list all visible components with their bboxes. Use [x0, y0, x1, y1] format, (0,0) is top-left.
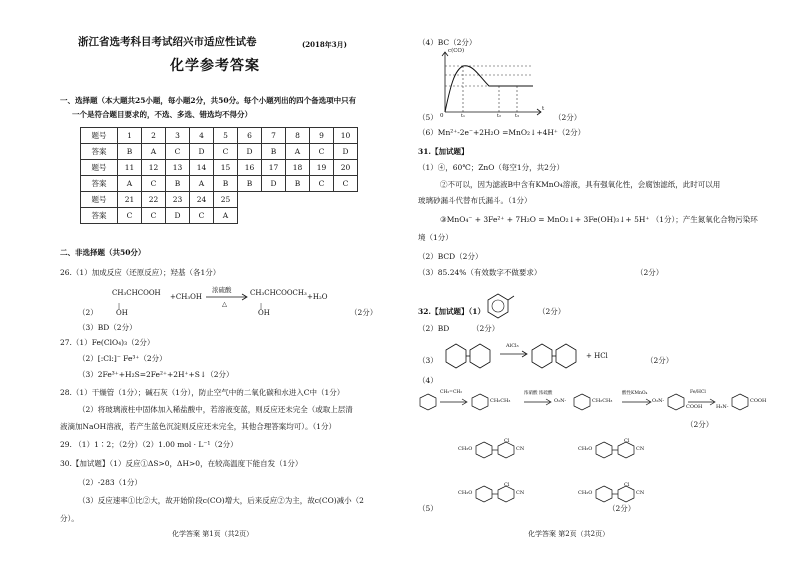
answer-cell: D	[334, 144, 358, 160]
question-number-cell: 11	[118, 160, 142, 176]
q32-2-score: （2分）	[472, 324, 500, 333]
q32-4: （4）	[418, 376, 438, 385]
q31-4: （2）BCD（2分）	[418, 252, 483, 261]
graph-ylabel: c(CO)	[448, 48, 465, 54]
question-number-cell: 22	[142, 192, 166, 208]
q32-5-label-c1: CH₃O	[458, 490, 473, 496]
answer-cell: A	[286, 144, 310, 160]
answer-cell: C	[166, 144, 190, 160]
q30-5-graph	[433, 48, 543, 118]
q32-5-score: （2分）	[608, 504, 636, 513]
q32-5-label-b2: CN	[636, 446, 645, 452]
q32-4-score: （2分）	[686, 420, 714, 429]
q27-2: （2）[:Cl:]⁻ Fe³⁺（2分）	[78, 354, 167, 363]
q32-4-step-10: H₂N-	[716, 404, 729, 410]
question-number-row-label: 题号	[81, 128, 118, 144]
q32-4-step-9: Fe/HCl	[690, 390, 706, 395]
left-footer: 化学答案 第1页（共2页）	[172, 530, 254, 538]
q32-3-score: （2分）	[646, 356, 674, 365]
q28-1: 28.（1）干燥管（1分）；碱石灰（1分），防止空气中的二氧化碳和水进入C中（1分）	[60, 388, 345, 397]
q31-1: （1）④，60℃；ZnO（每空1分，共2分）	[418, 163, 564, 172]
answer-cell: C	[310, 176, 334, 192]
left-page	[60, 0, 395, 561]
graph-tick-3: t₃	[515, 113, 520, 119]
q30-2: （2）-283（1分）	[78, 478, 142, 487]
q26-product-oh-bond: |	[260, 303, 263, 310]
answer-cell: C	[118, 208, 142, 224]
answer-row-label: 答案	[81, 144, 118, 160]
answer-cell: C	[142, 208, 166, 224]
question-number-cell: 5	[214, 128, 238, 144]
q32-heading: 32.【加试题】（1）	[418, 307, 486, 316]
question-number-row-label: 题号	[81, 160, 118, 176]
question-number-cell: 24	[190, 192, 214, 208]
q32-5-label-d2: CN	[636, 490, 645, 496]
q31-2b: 玻璃砂漏斗代替布氏漏斗。（1分）	[418, 196, 532, 205]
question-number-cell: 17	[262, 160, 286, 176]
answer-cell: C	[190, 208, 214, 224]
q31-5: （3）85.24%（有效数字不做要求）	[418, 268, 542, 277]
q32-4-synthesis-route	[418, 390, 763, 412]
graph-origin: 0	[440, 113, 444, 119]
doc-title: 浙江省选考科目考试绍兴市适应性试卷	[78, 36, 257, 48]
graph-xlabel: t	[542, 106, 545, 112]
q32-5-cl-b: Cl	[624, 438, 630, 444]
answer-row-label: 答案	[81, 208, 118, 224]
q32-5: （5）	[418, 504, 438, 513]
answer-cell: C	[214, 144, 238, 160]
q31-2a: ②不可以，因为滤液B中含有KMnO₄溶液，具有强氧化性，会腐蚀滤纸，此时可以用	[440, 180, 721, 189]
answer-cell: D	[166, 208, 190, 224]
q29: 29. （1）1∶2；（2分）（2）1.00 mol · L⁻¹（2分）	[60, 440, 238, 449]
q32-5-label-a2: CN	[516, 446, 525, 452]
question-number-cell: 19	[310, 160, 334, 176]
answer-cell: B	[118, 144, 142, 160]
question-number-cell: 18	[286, 160, 310, 176]
section2-heading: 二、非选择题（共50分）	[60, 248, 146, 257]
graph-tick-2: t₂	[497, 113, 502, 119]
q30-3a: （3）反应速率①比②大，故开始阶段c(CO)增大，后来反应②为主，故c(CO)减小（2	[78, 496, 364, 505]
question-number-cell: 16	[238, 160, 262, 176]
question-number-cell: 7	[262, 128, 286, 144]
answer-row	[81, 208, 358, 224]
q28-2b: 液滴加NaOH溶液，若产生蓝色沉淀则反应还未完全，其他合理答案均可）。（1分）	[60, 422, 336, 431]
answer-cell: D	[190, 144, 214, 160]
q32-4-step-3: 浓硝酸 浓硫酸	[524, 391, 553, 396]
doc-subtitle: 化学参考答案	[170, 58, 260, 74]
q26-2-label: （2）	[78, 308, 98, 317]
answer-row	[81, 176, 358, 192]
question-number-cell: 13	[166, 160, 190, 176]
q26-methanol: +CH₃OH	[170, 293, 202, 301]
answer-cell: B	[166, 176, 190, 192]
section1-heading: 一、选择题（本大题共25小题，每小题2分，共50分。每个小题列出的四个备选项中只有	[60, 96, 357, 105]
q32-4-step-5: CH₂CH₃	[592, 398, 613, 404]
q32-4-step-2: CH₂CH₃	[490, 398, 511, 404]
q32-3: （3）	[418, 356, 438, 365]
question-number-cell: 1	[118, 128, 142, 144]
q28-2a: （2）将玻璃液柱中固体加入稀盐酸中，若溶液变蓝，则反应还未完全（或取上层清	[78, 405, 353, 414]
q32-5-label-d1: CH₃O	[578, 490, 593, 496]
question-number-cell: 10	[334, 128, 358, 144]
q30-1: 30.【加试题】（1）反应①ΔS>0，ΔH>0，在较高温度下能自发（1分）	[60, 459, 303, 468]
section1-heading-2: 一个是符合题目要求的，不选、多选、错选均不得分）	[72, 110, 252, 119]
question-number-cell: 2	[142, 128, 166, 144]
answer-cell: B	[262, 144, 286, 160]
q32-5-cl-d: Cl	[624, 482, 630, 488]
answer-row	[81, 144, 358, 160]
question-number-cell: 9	[310, 128, 334, 144]
q26-3: （3）BD（2分）	[78, 323, 137, 332]
q26-reactant-oh: OH	[116, 309, 128, 317]
q32-1-structure	[484, 288, 520, 324]
question-number-row-label: 题号	[81, 192, 118, 208]
q26-reactant-oh-bond: |	[118, 303, 121, 310]
question-number-cell: 15	[214, 160, 238, 176]
q32-2: （2）BD	[418, 324, 450, 333]
q31-5-score: （2分）	[636, 268, 664, 277]
answer-table	[80, 127, 358, 224]
q32-4-step-11: COOH	[750, 398, 767, 404]
question-number-cell: 4	[190, 128, 214, 144]
q32-4-step-4: O₂N-	[554, 398, 567, 404]
answer-cell: B	[286, 176, 310, 192]
q32-3-reagent: AlCl₃	[506, 343, 519, 349]
answer-cell: C	[142, 176, 166, 192]
q31-heading: 31.【加试题】	[418, 147, 469, 156]
q32-5-label-c2: CN	[516, 490, 525, 496]
question-number-row	[81, 128, 358, 144]
answer-cell: A	[142, 144, 166, 160]
graph-tick-1: t₁	[461, 113, 466, 119]
q26-2-score: （2分）	[350, 308, 378, 317]
question-number-cell: 3	[166, 128, 190, 144]
q26-1: 26.（1）加成反应（还原反应）；羟基（各1分）	[60, 268, 221, 277]
q27-3: （3）2Fe³⁺+H₂S=2Fe²⁺+2H⁺+S↓（2分）	[78, 370, 234, 379]
question-number-cell: 14	[190, 160, 214, 176]
q26-product-oh: OH	[258, 309, 270, 317]
question-number-cell: 21	[118, 192, 142, 208]
answer-cell: B	[238, 176, 262, 192]
question-number-cell: 23	[166, 192, 190, 208]
q32-1-score: （2分）	[538, 307, 566, 316]
q32-3-plus: + HCl	[586, 352, 608, 360]
q30-5: （5）	[418, 113, 438, 122]
answer-cell: A	[214, 208, 238, 224]
q30-3b: 分）。	[60, 514, 79, 523]
q26-heat: △	[222, 300, 227, 308]
answer-cell: C	[334, 176, 358, 192]
q31-3b: 境（1分）	[418, 233, 453, 242]
answer-cell: D	[262, 176, 286, 192]
q32-5-label-a1: CH₃O	[458, 446, 473, 452]
question-number-row	[81, 160, 358, 176]
question-number-row	[81, 192, 358, 208]
q27-1: 27.（1）Fe(ClO₄)₃（2分）	[60, 338, 155, 347]
question-number-cell: 8	[286, 128, 310, 144]
question-number-cell: 12	[142, 160, 166, 176]
right-page	[418, 0, 767, 561]
q32-4-step-8: COOH	[686, 404, 703, 410]
q26-catalyst: 浓硫酸	[212, 286, 232, 294]
question-number-cell: 20	[334, 160, 358, 176]
q32-4-step-6: 酸性KMnO₄	[622, 391, 648, 396]
q32-5-cl-c: Cl	[504, 482, 510, 488]
q32-4-step-1: CH₂=CH₂	[440, 390, 463, 395]
question-number-cell: 25	[214, 192, 238, 208]
q26-reactant: CH₃CHCOOH	[112, 289, 161, 297]
q32-4-step-7: O₂N-	[652, 398, 665, 404]
q30-5-score: （2分）	[554, 113, 582, 122]
q26-reaction-arrow	[206, 294, 248, 300]
q30-4: （4）BC（2分）	[418, 38, 477, 47]
doc-date: (2018年3月)	[302, 40, 347, 49]
q32-5-cl-a: Cl	[504, 438, 510, 444]
answer-cell: D	[238, 144, 262, 160]
answer-cell: C	[310, 144, 334, 160]
q26-product: CH₃CHCOOCH₃	[250, 289, 307, 297]
answer-cell: B	[214, 176, 238, 192]
answer-cell: A	[190, 176, 214, 192]
q26-water: +H₂O	[307, 293, 328, 301]
right-footer: 化学答案 第2页（共2页）	[528, 530, 610, 538]
answer-row-label: 答案	[81, 176, 118, 192]
q30-6: （6）Mn²⁺-2e⁻+2H₂O =MnO₂↓+4H⁺（2分）	[418, 128, 586, 137]
q32-5-label-b1: CH₃O	[578, 446, 593, 452]
answer-cell: A	[118, 176, 142, 192]
q31-3a: ③MnO₄⁻ + 3Fe²⁺ + 7H₂O = MnO₂↓+ 3Fe(OH)₃↓+ 5H⁺ （1分）；产生氮氧化合物污染环	[440, 215, 758, 224]
question-number-cell: 6	[238, 128, 262, 144]
